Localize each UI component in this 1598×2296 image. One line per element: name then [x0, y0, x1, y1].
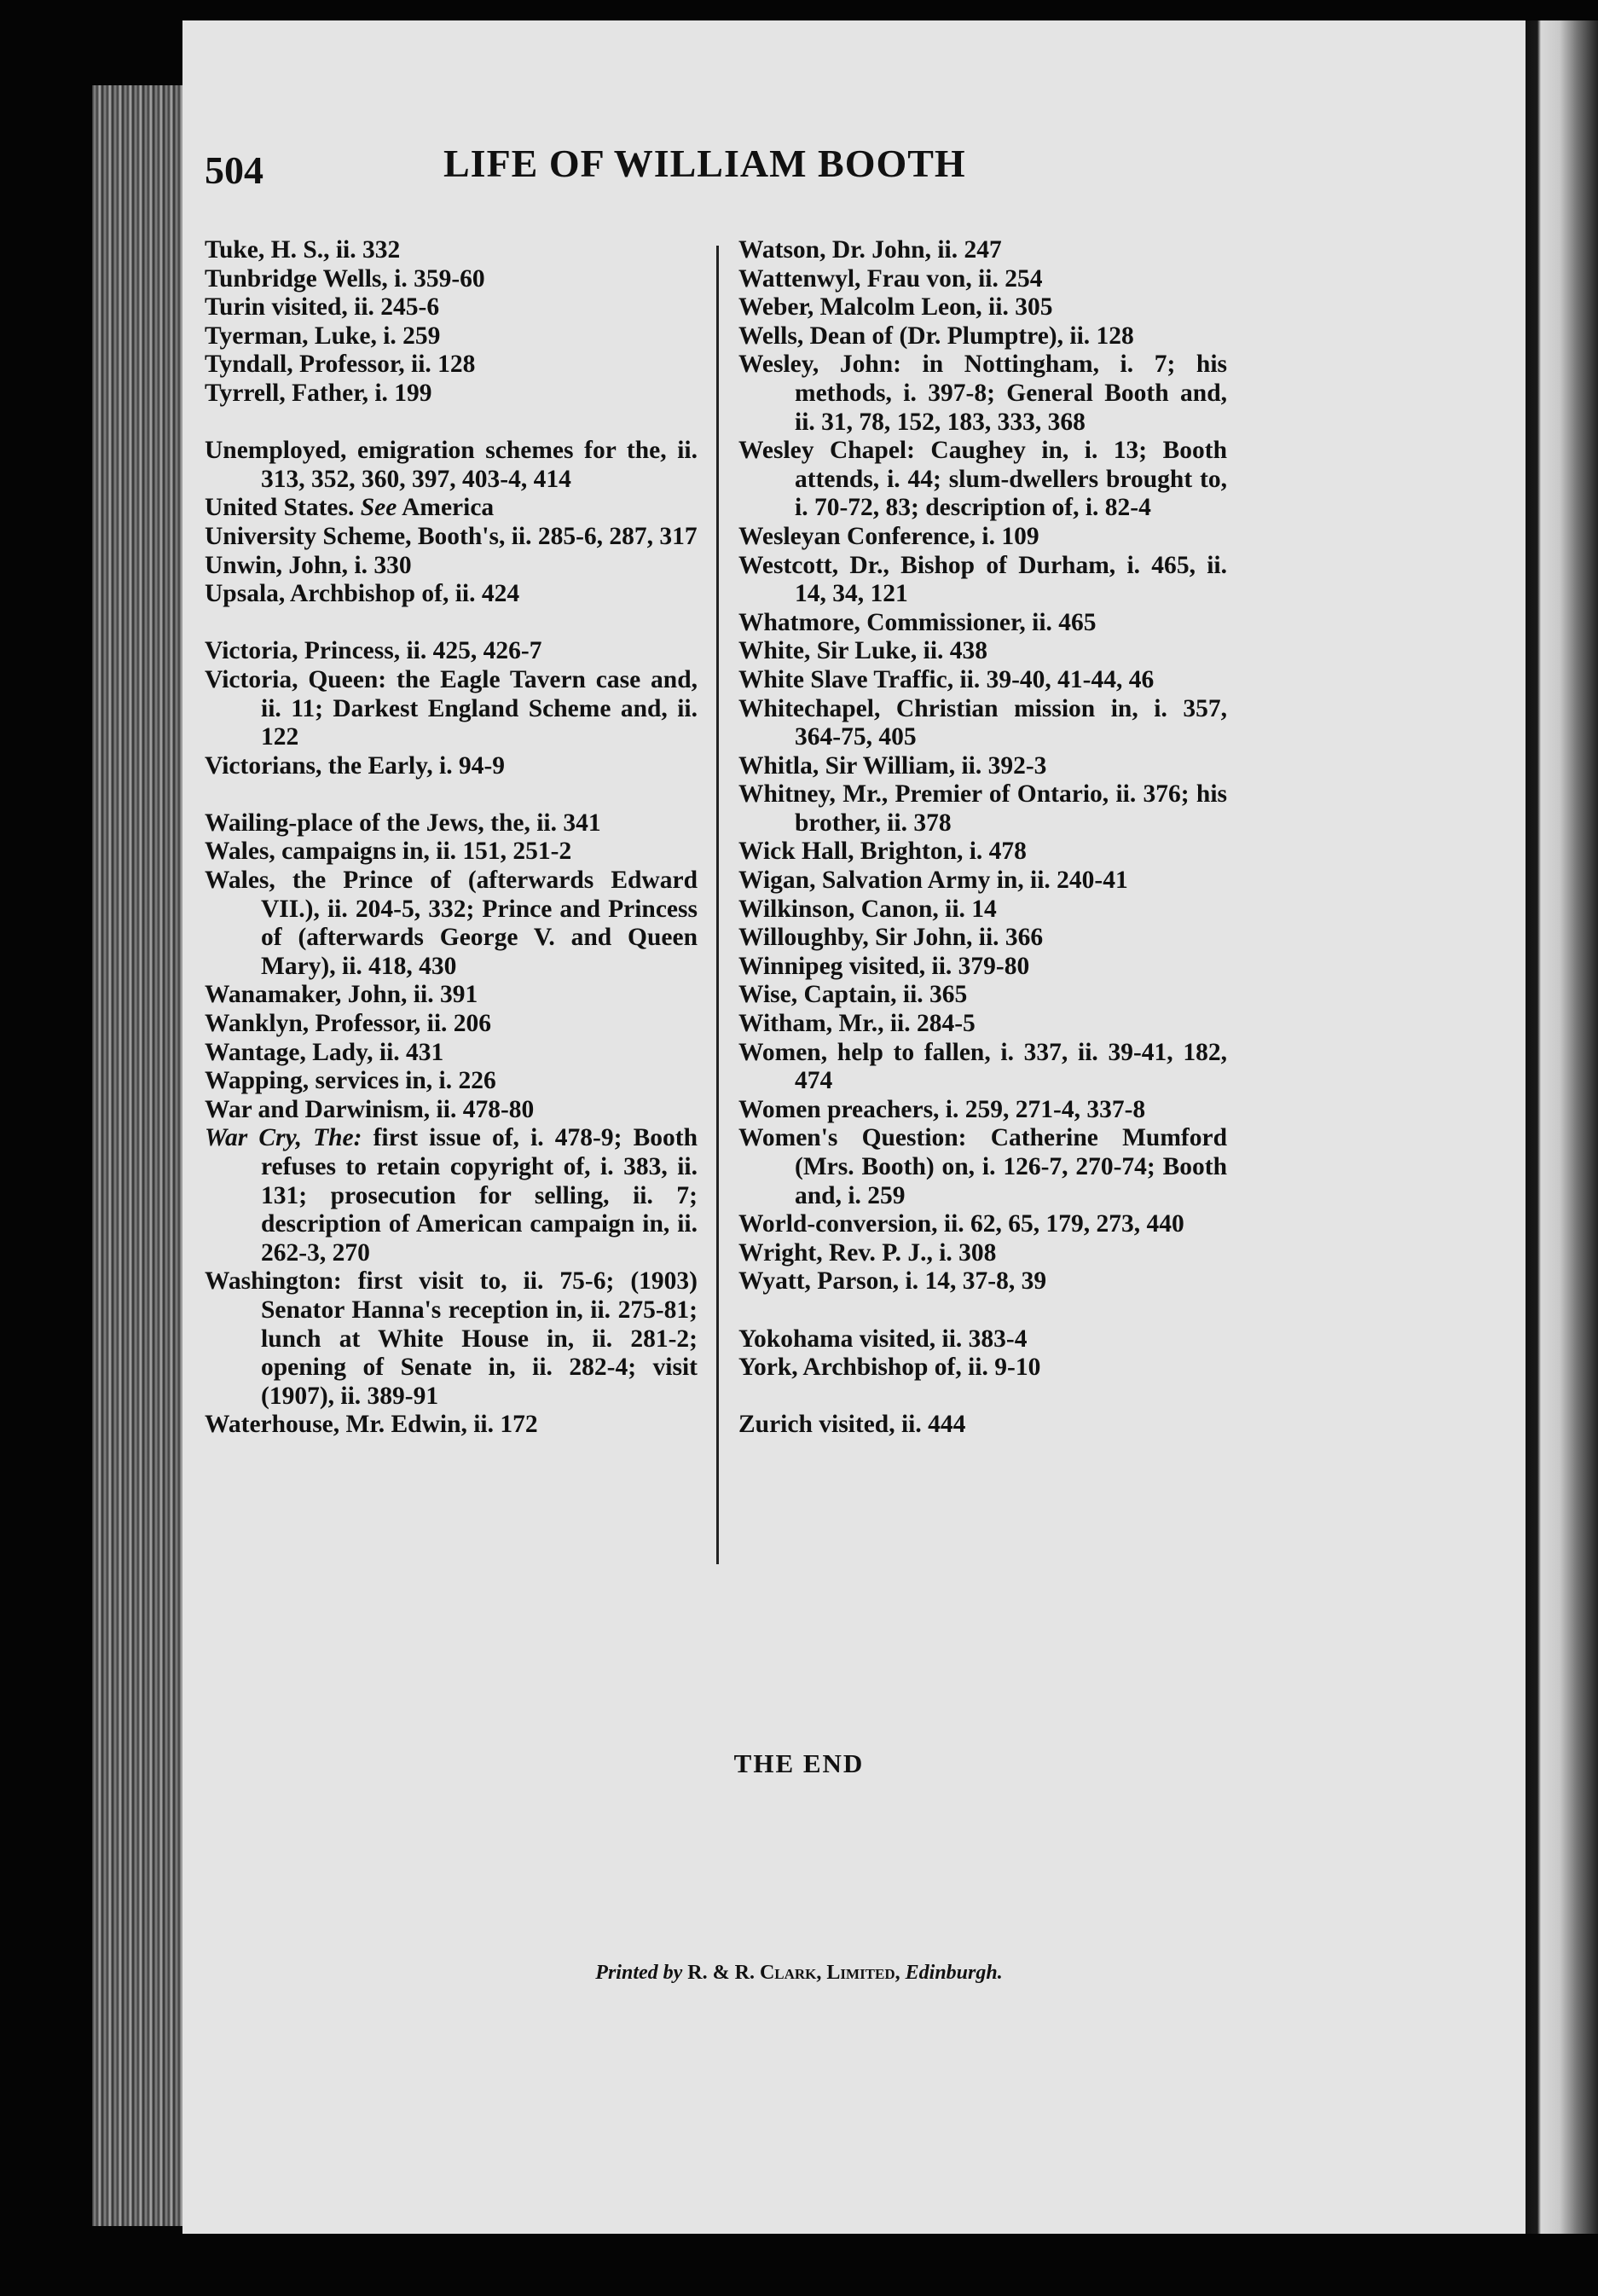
index-entry: Tuke, H. S., ii. 332 — [205, 236, 401, 264]
index-entry: Wright, Rev. P. J., i. 308 — [738, 1238, 997, 1267]
index-entry: Wantage, Lady, ii. 431 — [205, 1038, 444, 1066]
index-entry: University Scheme, Booth's, ii. 285-6, 287, 317 — [205, 522, 698, 550]
index-entry: Waterhouse, Mr. Edwin, ii. 172 — [205, 1411, 538, 1439]
index-entry: Wigan, Salvation Army in, ii. 240-41 — [738, 867, 1128, 895]
index-section-gap — [738, 1383, 1227, 1412]
the-end-label: THE END — [733, 1748, 865, 1778]
index-entry: Wanamaker, John, ii. 391 — [205, 981, 478, 1009]
index-entry: Whatmore, Commissioner, ii. 465 — [738, 608, 1097, 636]
printer-name: R. & R. Clark, Limited, — [687, 1962, 900, 1984]
index-entry: Wanklyn, Professor, ii. 206 — [205, 1010, 492, 1038]
index-entry: World-conversion, ii. 62, 65, 179, 273, 440 — [738, 1210, 1184, 1238]
page-header — [205, 141, 1177, 200]
index-entry: Wells, Dean of (Dr. Plumptre), ii. 128 — [738, 322, 1134, 350]
index-section-gap — [738, 1296, 1227, 1325]
index-section-gap — [205, 609, 698, 638]
index-column-left — [205, 236, 698, 1440]
index-entry: Tunbridge Wells, i. 359-60 — [205, 264, 485, 293]
index-entry: Victoria, Queen: the Eagle Tavern case and, ii. 11; Darkest England Scheme and, ii. 122 — [205, 665, 698, 751]
index-entry: Victorians, the Early, i. 94-9 — [205, 751, 506, 780]
index-entry: Wapping, services in, i. 226 — [205, 1067, 496, 1095]
index-entry: Women, help to fallen, i. 337, ii. 39-41, 182, 474 — [738, 1038, 1227, 1095]
index-entry: Wesleyan Conference, i. 109 — [738, 522, 1039, 550]
index-entry: White, Sir Luke, ii. 438 — [738, 637, 988, 665]
index-entry: Willoughby, Sir John, ii. 366 — [738, 924, 1044, 952]
index-entry: Zurich visited, ii. 444 — [738, 1411, 966, 1439]
index-entry: Tyerman, Luke, i. 259 — [205, 322, 441, 350]
index-entry: Wyatt, Parson, i. 14, 37-8, 39 — [738, 1267, 1047, 1296]
index-entry: Turin visited, ii. 245-6 — [205, 293, 440, 322]
page-number: 504 — [205, 148, 263, 192]
index-entry: United States. See America — [205, 494, 495, 522]
index-entry: White Slave Traffic, ii. 39-40, 41-44, 46 — [738, 665, 1155, 693]
index-entry: Unemployed, emigration schemes for the, ii. 313, 352, 360, 397, 403-4, 414 — [205, 437, 698, 493]
index-entry: Upsala, Archbishop of, ii. 424 — [205, 580, 520, 608]
index-entry: Wick Hall, Brighton, i. 478 — [738, 838, 1027, 866]
index-entry: Women preachers, i. 259, 271-4, 337-8 — [738, 1095, 1146, 1123]
printer-city: Edinburgh. — [905, 1962, 1003, 1984]
index-entry: Wailing-place of the Jews, the, ii. 341 — [205, 809, 601, 837]
index-section-gap — [205, 409, 698, 438]
index-entry: Whitney, Mr., Premier of Ontario, ii. 376; his brother, ii. 378 — [738, 780, 1227, 837]
index-column-right — [738, 236, 1227, 1440]
index-entry: War and Darwinism, ii. 478-80 — [205, 1095, 535, 1123]
index-entry: Tyndall, Professor, ii. 128 — [205, 351, 476, 379]
index-entry: Weber, Malcolm Leon, ii. 305 — [738, 293, 1053, 322]
index-entry: Wattenwyl, Frau von, ii. 254 — [738, 264, 1043, 293]
index-entry: York, Archbishop of, ii. 9-10 — [738, 1354, 1041, 1382]
index-section-gap — [205, 780, 698, 809]
index-entry: Victoria, Princess, ii. 425, 426-7 — [205, 637, 542, 665]
index-entry: Wesley Chapel: Caughey in, i. 13; Booth attends, i. 44; slum-dwellers brought to, i. 70-72, 83; description of, i. 82-4 — [738, 437, 1227, 522]
index-entry: Whitechapel, Christian mission in, i. 357, 364-75, 405 — [738, 694, 1227, 751]
index-entry: Wilkinson, Canon, ii. 14 — [738, 895, 997, 923]
index-entry: Tyrrell, Father, i. 199 — [205, 379, 432, 407]
book-spine-edge — [92, 85, 188, 2226]
index-entry: Wales, campaigns in, ii. 151, 251-2 — [205, 838, 572, 866]
index-entry: Yokohama visited, ii. 383-4 — [738, 1325, 1028, 1353]
printed-by-label: Printed by — [595, 1962, 683, 1984]
index-entry: Whitla, Sir William, ii. 392-3 — [738, 751, 1047, 780]
index-entry: Washington: first visit to, ii. 75-6; (1903) Senator Hanna's reception in, ii. 275-81; lunch at White House in, ii. 281-2; opening of Senate in, ii. 282-4; visit (1907), ii. 389-91 — [205, 1267, 698, 1410]
index-entry: Wise, Captain, ii. 365 — [738, 981, 968, 1009]
index-entry: Wales, the Prince of (afterwards Edward VII.), ii. 204-5, 332; Prince and Princess of (afterwards George V. and Queen Mary), ii. 418, 430 — [205, 867, 698, 980]
column-divider — [716, 246, 719, 1564]
index-entry: Unwin, John, i. 330 — [205, 551, 412, 579]
index-entry: Westcott, Dr., Bishop of Durham, i. 465, ii. 14, 34, 121 — [738, 551, 1227, 608]
running-title: LIFE OF WILLIAM BOOTH — [443, 142, 966, 185]
index-entry: Winnipeg visited, ii. 379-80 — [738, 952, 1030, 980]
index-entry: Women's Question: Catherine Mumford (Mrs. Booth) on, i. 126-7, 270-74; Booth and, i. 259 — [738, 1124, 1227, 1209]
index-entry: Watson, Dr. John, ii. 247 — [738, 236, 1002, 264]
index-entry: Wesley, John: in Nottingham, i. 7; his methods, i. 397-8; General Booth and, ii. 31, 78, 152, 183, 333, 368 — [738, 351, 1227, 436]
index-entry: War Cry, The: first issue of, i. 478-9; Booth refuses to retain copyright of, i. 383, ii. 131; prosecution for selling, ii. 7; description of American campaign in, ii. 262-3, 270 — [205, 1124, 698, 1267]
page-right-edge — [1526, 20, 1598, 2234]
printer-imprint — [0, 1962, 1598, 1985]
index-entry: Witham, Mr., ii. 284-5 — [738, 1010, 976, 1038]
